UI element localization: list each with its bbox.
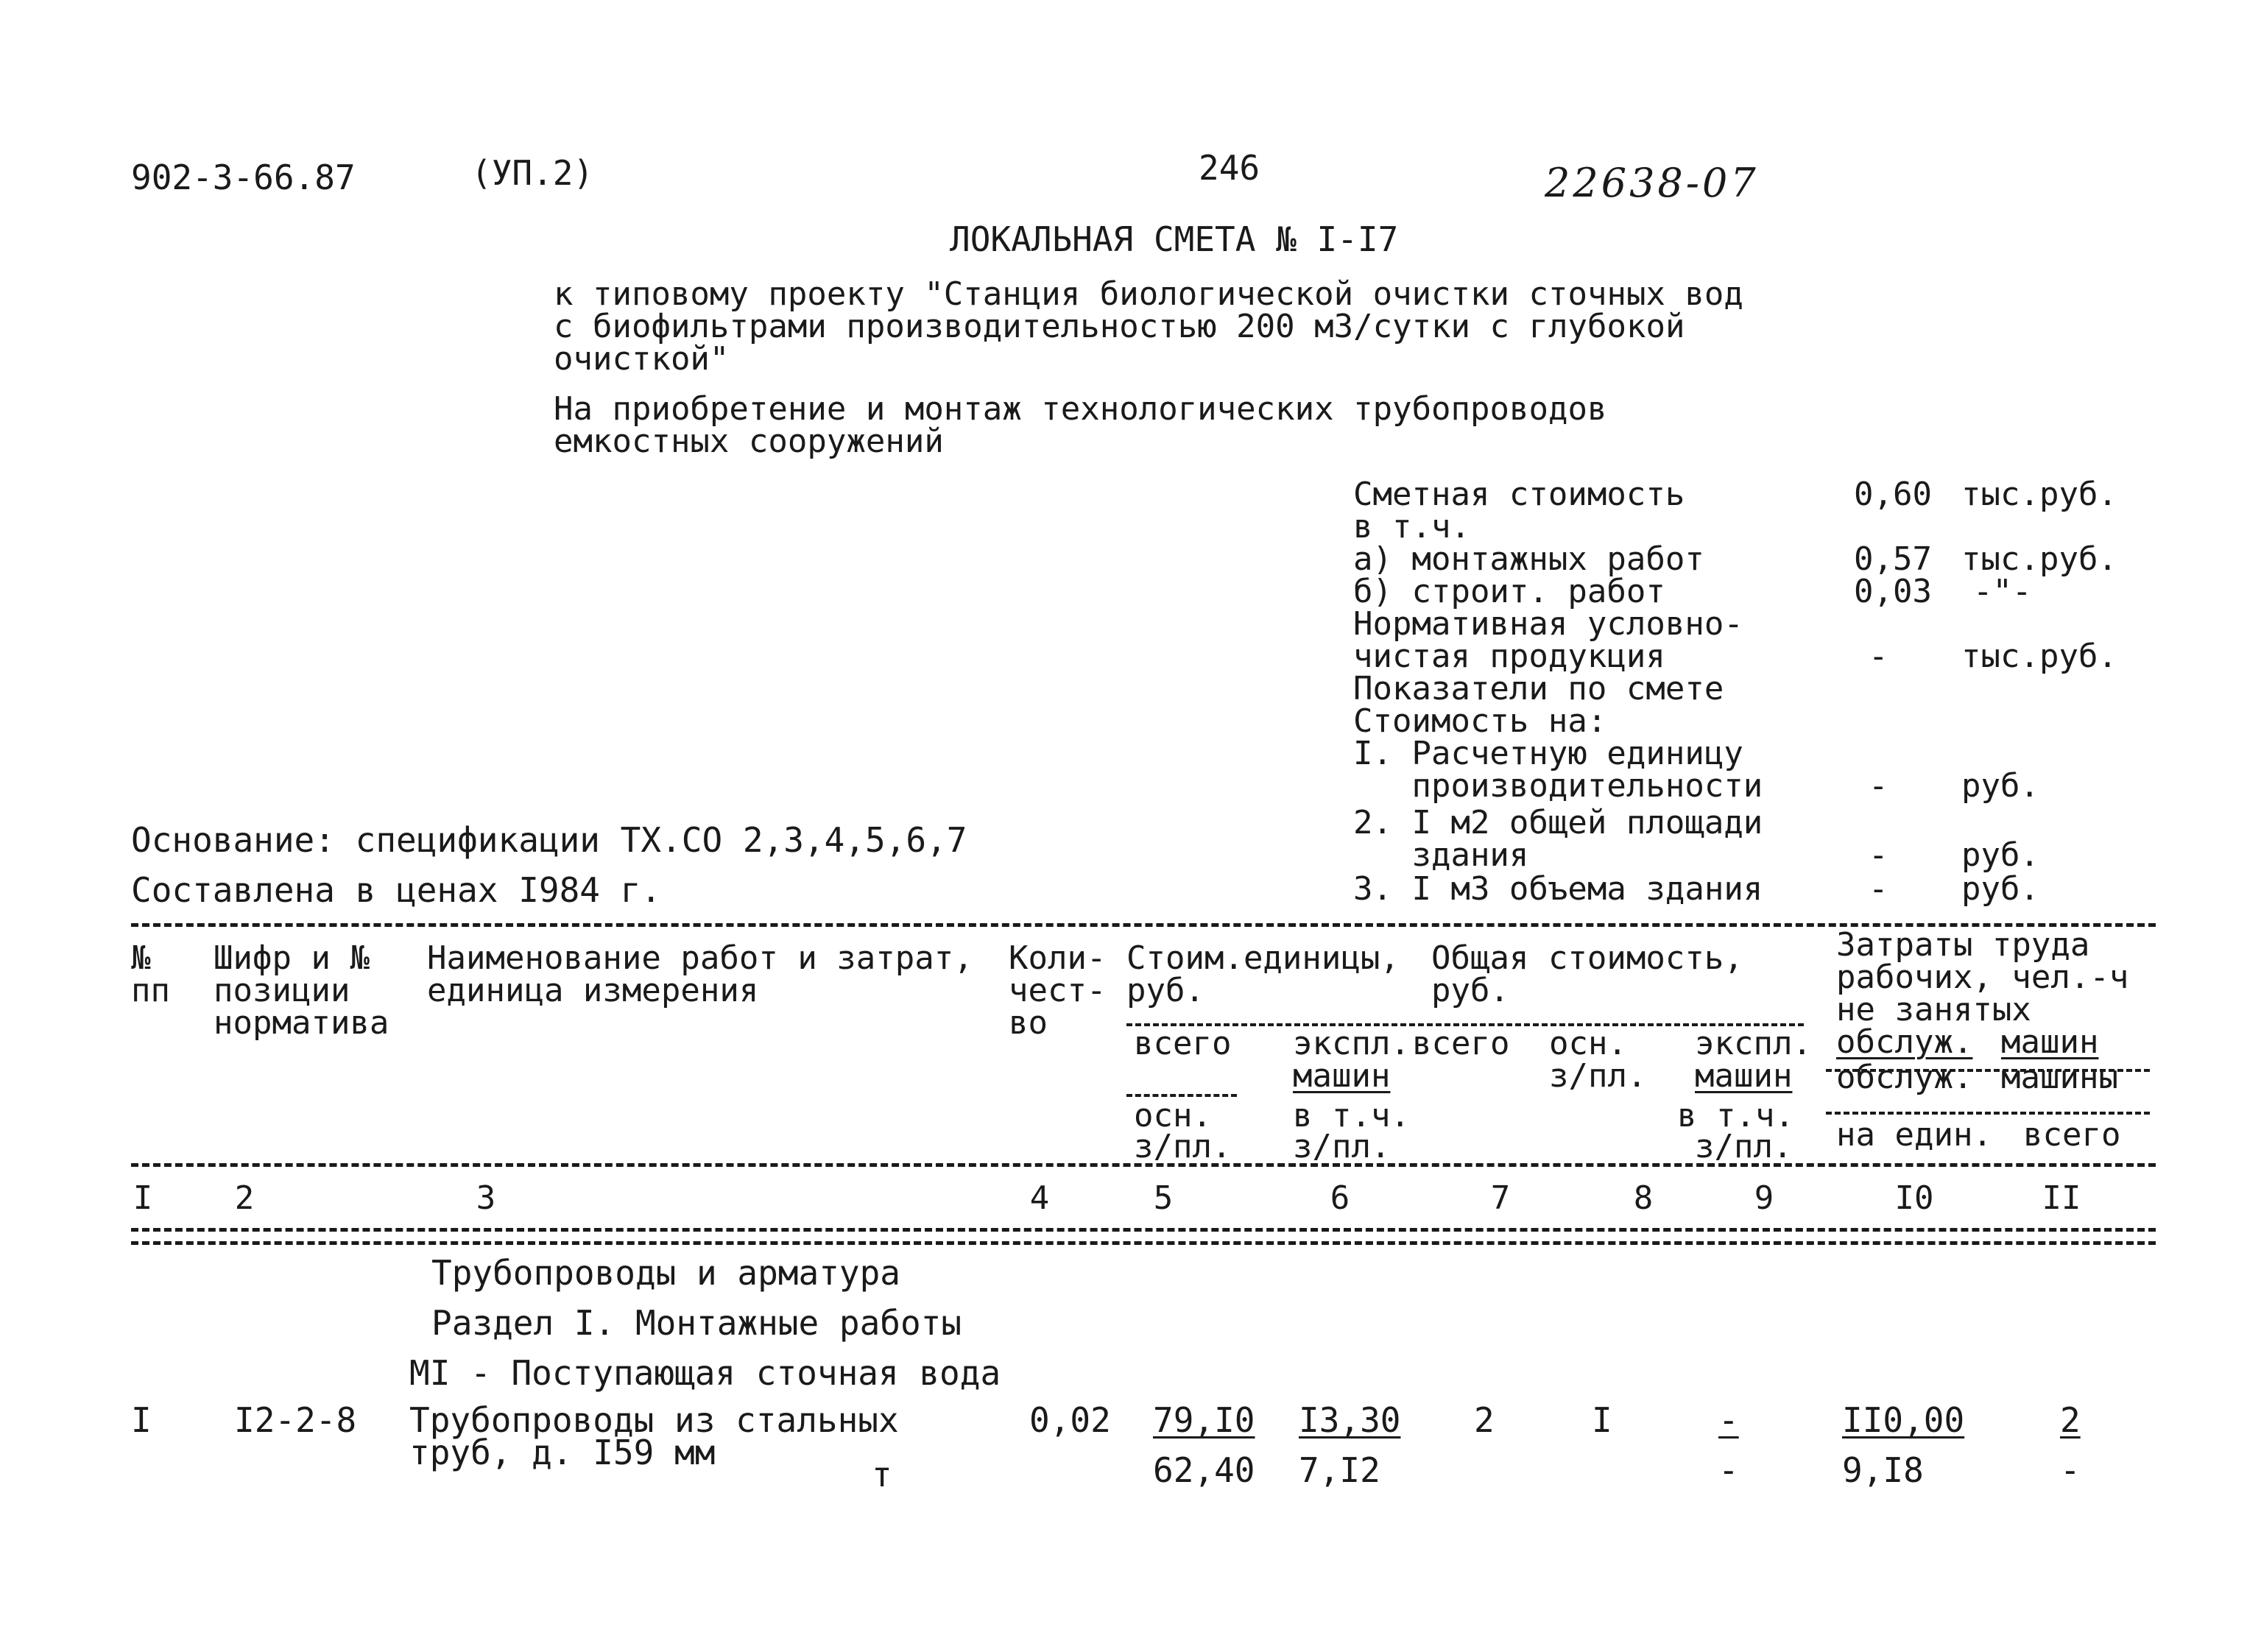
per-m3-value: - — [1869, 870, 1888, 908]
col9-header: машин — [1695, 1057, 1793, 1095]
row-labor-per-unit-machines: 9,I8 — [1842, 1450, 1924, 1490]
col5-header: з/пл. — [1134, 1128, 1232, 1165]
purpose-line-2: емкостных сооружений — [554, 423, 944, 460]
per-unit-unit: руб. — [1961, 767, 2039, 805]
handwritten-stamp: 22638-07 — [1545, 160, 1759, 206]
col6-header: з/пл. — [1293, 1128, 1391, 1165]
document-code: 902-3-66.87 — [131, 158, 356, 197]
col56-header: руб. — [1126, 972, 1204, 1009]
per-m2-value: - — [1869, 836, 1888, 874]
summary-line: здания — [1353, 836, 1529, 874]
col3-header: Наименование работ и затрат, — [427, 939, 973, 977]
estimate-title: ЛОКАЛЬНАЯ СМЕТА № I-I7 — [950, 219, 1399, 259]
section-heading: Раздел I. Монтажные работы — [431, 1303, 962, 1343]
col2-header: позиции — [214, 972, 350, 1009]
install-cost-unit: тыс.руб. — [1961, 540, 2117, 578]
row-quantity: 0,02 — [1029, 1400, 1111, 1440]
row-total-machines-wage: - — [1718, 1450, 1739, 1490]
column-number: 2 — [234, 1179, 255, 1217]
col1011-header: обслуж. — [1836, 1023, 1973, 1061]
col5-header: всего — [1134, 1025, 1232, 1062]
col5-header: осн. — [1134, 1097, 1212, 1134]
row-total-machines: - — [1718, 1400, 1739, 1440]
summary-line: Сметная стоимость — [1353, 476, 1685, 513]
row-code: I2-2-8 — [234, 1400, 357, 1440]
row-unit-total: 79,I0 — [1153, 1400, 1255, 1440]
install-cost-value: 0,57 — [1854, 540, 1932, 578]
per-unit-value: - — [1869, 767, 1888, 805]
column-number: 7 — [1490, 1179, 1511, 1217]
col6-header: в т.ч. — [1293, 1097, 1410, 1134]
column-number: 3 — [476, 1179, 496, 1217]
column-number: II — [2042, 1179, 2081, 1217]
summary-line: Показатели по смете — [1353, 670, 1724, 707]
row-total: 2 — [1474, 1400, 1495, 1440]
col2-header: норматива — [214, 1004, 389, 1042]
col1-header: № — [131, 939, 151, 977]
col4-header: чест- — [1009, 972, 1107, 1009]
col4-header: во — [1009, 1004, 1048, 1042]
row-labor-total: 2 — [2060, 1400, 2081, 1440]
row-unit-machines-wage: 7,I2 — [1299, 1450, 1380, 1490]
row-unit: т — [872, 1455, 892, 1494]
summary-line: б) строит. работ — [1353, 573, 1665, 610]
col7-header: всего — [1412, 1025, 1510, 1062]
summary-line: 2. I м2 общей площади — [1353, 804, 1763, 841]
per-m2-unit: руб. — [1961, 836, 2039, 874]
row-name: Трубопроводы из стальных — [409, 1400, 899, 1440]
row-unit-machines: I3,30 — [1299, 1400, 1401, 1440]
total-cost-unit: тыс.руб. — [1961, 476, 2117, 513]
prices-line: Составлена в ценах I984 г. — [131, 870, 662, 910]
col1011-header: рабочих, чел.-ч — [1836, 959, 2129, 996]
summary-line: Нормативная условно- — [1353, 605, 1743, 643]
row-total-base-wage: I — [1592, 1400, 1612, 1440]
page-number: 246 — [1199, 148, 1260, 188]
col1011-header: машин — [2001, 1023, 2099, 1061]
col56-header: Стоим.единицы, — [1126, 939, 1400, 977]
column-numbers-rule — [131, 1228, 2156, 1232]
column-number: 4 — [1029, 1179, 1050, 1217]
col3-header: единица измерения — [427, 972, 759, 1009]
total-cost-value: 0,60 — [1854, 476, 1932, 513]
row-labor-per-unit: II0,00 — [1842, 1400, 1965, 1440]
basis-line: Основание: спецификации ТХ.СО 2,3,4,5,6,7 — [131, 820, 967, 860]
column-number: 6 — [1330, 1179, 1350, 1217]
col1011-header: машины — [2001, 1059, 2118, 1096]
subsection-heading: МI - Поступающая сточная вода — [409, 1353, 1001, 1393]
purpose-line-1: На приобретение и монтаж технологических трубопроводов — [554, 390, 1607, 428]
column-number: I0 — [1894, 1179, 1934, 1217]
table-body-rule — [131, 1241, 2156, 1245]
col8-header: з/пл. — [1549, 1057, 1647, 1095]
summary-line: чистая продукция — [1353, 638, 1665, 675]
col6-header: экспл. — [1293, 1025, 1410, 1062]
col9-header: з/пл. — [1695, 1128, 1793, 1165]
project-line-3: очисткой" — [554, 340, 730, 378]
row-number: I — [131, 1400, 152, 1440]
header-sub-rule — [1826, 1112, 2150, 1115]
project-line-2: с биофильтрами производительностью 200 м3/сутки с глубокой — [554, 308, 1685, 345]
col9-header: экспл. — [1695, 1025, 1812, 1062]
col1-header: пп — [131, 972, 170, 1009]
column-number: 8 — [1633, 1179, 1654, 1217]
column-number: 9 — [1754, 1179, 1774, 1217]
row-labor-total-machines: - — [2060, 1450, 2081, 1490]
col1011-header: обслуж. — [1836, 1059, 1973, 1096]
summary-line: 3. I м3 объема здания — [1353, 870, 1763, 908]
project-line-1: к типовому проекту "Станция биологической очистки сточных вод — [554, 275, 1743, 313]
col789-header: руб. — [1431, 972, 1509, 1009]
column-number: 5 — [1153, 1179, 1174, 1217]
col789-header: Общая стоимость, — [1431, 939, 1743, 977]
summary-line: Стоимость на: — [1353, 702, 1607, 740]
build-cost-value: 0,03 — [1854, 573, 1932, 610]
col1011-header: не занятых — [1836, 991, 2031, 1028]
col2-header: Шифр и № — [214, 939, 370, 977]
net-product-value: - — [1869, 638, 1888, 675]
col6-header: машин — [1293, 1057, 1391, 1095]
summary-line: производительности — [1353, 767, 1763, 805]
col1011-header: Затраты труда — [1836, 926, 2090, 964]
col4-header: Коли- — [1009, 939, 1107, 977]
col11-header: всего — [2023, 1116, 2121, 1154]
summary-line: в т.ч. — [1353, 508, 1470, 546]
row-unit-base-wage: 62,40 — [1153, 1450, 1255, 1490]
group-heading: Трубопроводы и арматура — [431, 1253, 900, 1293]
col8-header: осн. — [1549, 1025, 1627, 1062]
build-cost-unit: -"- — [1973, 573, 2032, 610]
per-m3-unit: руб. — [1961, 870, 2039, 908]
net-product-unit: тыс.руб. — [1961, 638, 2117, 675]
album-label: (УП.2) — [471, 153, 594, 193]
summary-line: I. Расчетную единицу — [1353, 735, 1743, 772]
row-name: труб, д. I59 мм — [409, 1433, 716, 1472]
column-number: I — [133, 1179, 153, 1217]
col9-header: в т.ч. — [1677, 1097, 1794, 1134]
col10-header: на един. — [1836, 1116, 1992, 1154]
summary-line: а) монтажных работ — [1353, 540, 1704, 578]
